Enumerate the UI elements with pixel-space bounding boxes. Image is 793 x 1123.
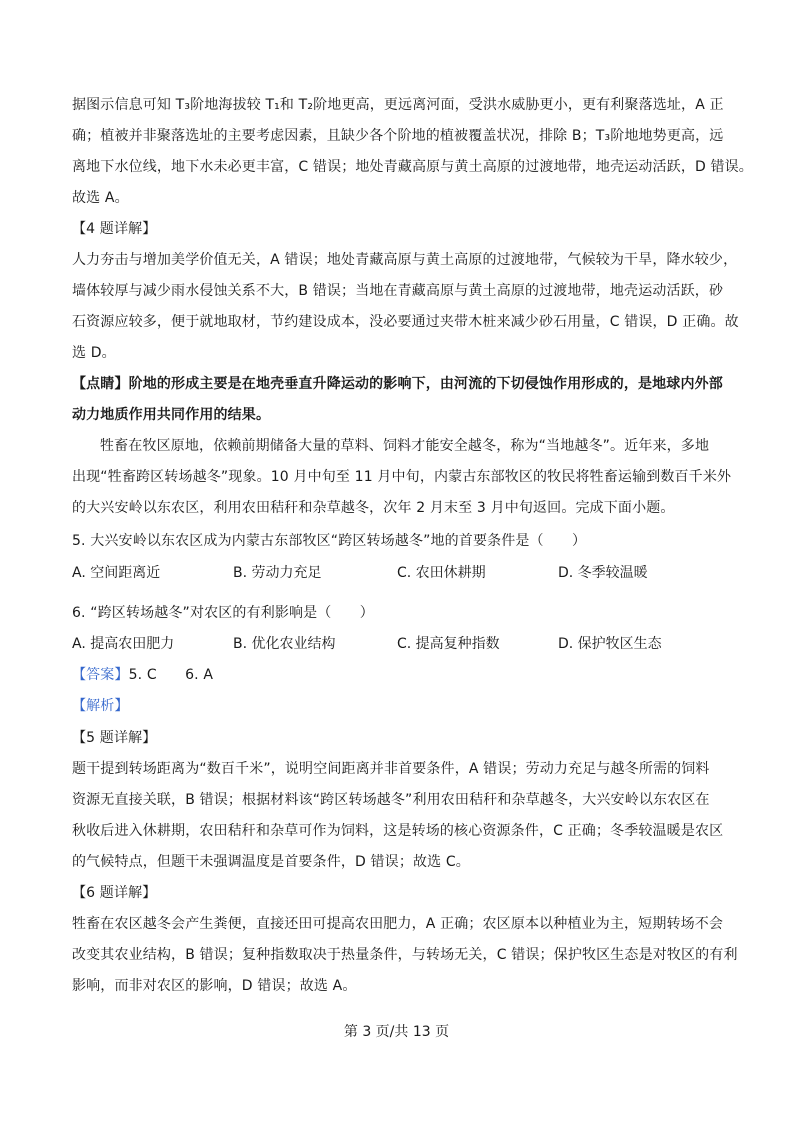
text-line: 据图示信息可知 T₃阶地海拔较 T₁和 T₂阶地更高，更远离河面，受洪水威胁更小，更有利聚落选址，A 正 — [72, 97, 724, 113]
text-line: 故选 A。 — [72, 190, 129, 206]
material-line: 牲畜在牧区原地，依赖前期储备大量的草料、饲料才能安全越冬，称为“当地越冬”。近年来，多地 — [100, 438, 710, 454]
question-6-option-a: A. 提高农田肥力 — [72, 636, 175, 652]
text-line: 改变其农业结构，B 错误；复种指数取决于热量条件，与转场无关，C 错误；保护牧区生态是对牧区的有利 — [72, 947, 738, 963]
question-6-stem: 6. “跨区转场越冬”对农区的有利影响是（ ） — [72, 605, 374, 621]
text-line: 资源无直接关联，B 错误；根据材料该“跨区转场越冬”利用农田秸秆和杂草越冬，大兴安岭以东农区在 — [72, 792, 710, 808]
text-line: 墙体较厚与减少雨水侵蚀关系不大，B 错误；当地在青藏高原与黄土高原的过渡地带，地壳运动活跃，砂 — [72, 283, 724, 299]
section-heading-q5: 【5 题详解】 — [72, 730, 157, 746]
material-line: 的大兴安岭以东农区，利用农田秸秆和杂草越冬，次年 2 月末至 3 月中旬返回。完成下面小题。 — [72, 500, 675, 516]
question-6-option-d: D. 保护牧区生态 — [558, 636, 662, 652]
text-line: 选 D。 — [72, 345, 116, 361]
question-5-option-b: B. 劳动力充足 — [233, 565, 322, 581]
question-6-option-c: C. 提高复种指数 — [397, 636, 500, 652]
question-6-option-b: B. 优化农业结构 — [233, 636, 336, 652]
page-footer: 第 3 页/共 13 页 — [343, 1024, 450, 1040]
text-line: 秋收后进入休耕期，农田秸秆和杂草可作为饲料，这是转场的核心资源条件，C 正确；冬季较温暖是农区 — [72, 823, 724, 839]
answer-line — [72, 665, 213, 685]
answer-value: 5. C 6. A — [128, 667, 214, 683]
text-line: 离地下水位线，地下水未必更丰富，C 错误；地处青藏高原与黄土高原的过渡地带，地壳运动活跃，D 错误。 — [72, 159, 753, 175]
analysis-label: 【解析】 — [72, 698, 129, 714]
question-5-stem: 5. 大兴安岭以东农区成为内蒙古东部牧区“跨区转场越冬”地的首要条件是（ ） — [72, 533, 587, 549]
question-5-option-c: C. 农田休耕期 — [397, 565, 486, 581]
text-line: 牲畜在农区越冬会产生粪便，直接还田可提高农田肥力，A 正确；农区原本以种植业为主，短期转场不会 — [72, 916, 724, 932]
material-line: 出现“牲畜跨区转场越冬”现象。10 月中旬至 11 月中旬，内蒙古东部牧区的牧民将牲畜运输到数百千米外 — [72, 469, 732, 485]
text-line: 石资源应较多，便于就地取材，节约建设成本，没必要通过夹带木桩来减少砂石用量，C 错误，D 正确。故 — [72, 314, 739, 330]
question-5-option-a: A. 空间距离近 — [72, 565, 161, 581]
question-5-option-d: D. 冬季较温暖 — [558, 565, 648, 581]
tip-line: 【点睛】阶地的形成主要是在地壳垂直升降运动的影响下，由河流的下切侵蚀作用形成的，是地球内外部 — [72, 376, 723, 392]
text-line: 题干提到转场距离为“数百千米”，说明空间距离并非首要条件，A 错误；劳动力充足与越冬所需的饲料 — [72, 761, 710, 777]
tip-line: 动力地质作用共同作用的结果。 — [72, 407, 271, 423]
text-line: 的气候特点，但题干未强调温度是首要条件，D 错误；故选 C。 — [72, 854, 470, 870]
text-line: 人力夯击与增加美学价值无关，A 错误；地处青藏高原与黄土高原的过渡地带，气候较为干旱，降水较少， — [72, 252, 738, 268]
text-line: 确；植被并非聚落选址的主要考虑因素，且缺少各个阶地的植被覆盖状况，排除 B；T₃阶地地势更高，远 — [72, 128, 724, 144]
answer-label: 【答案】 — [72, 667, 129, 683]
text-line: 影响，而非对农区的影响，D 错误；故选 A。 — [72, 978, 357, 994]
section-heading-q4: 【4 题详解】 — [72, 221, 157, 237]
section-heading-q6: 【6 题详解】 — [72, 885, 157, 901]
